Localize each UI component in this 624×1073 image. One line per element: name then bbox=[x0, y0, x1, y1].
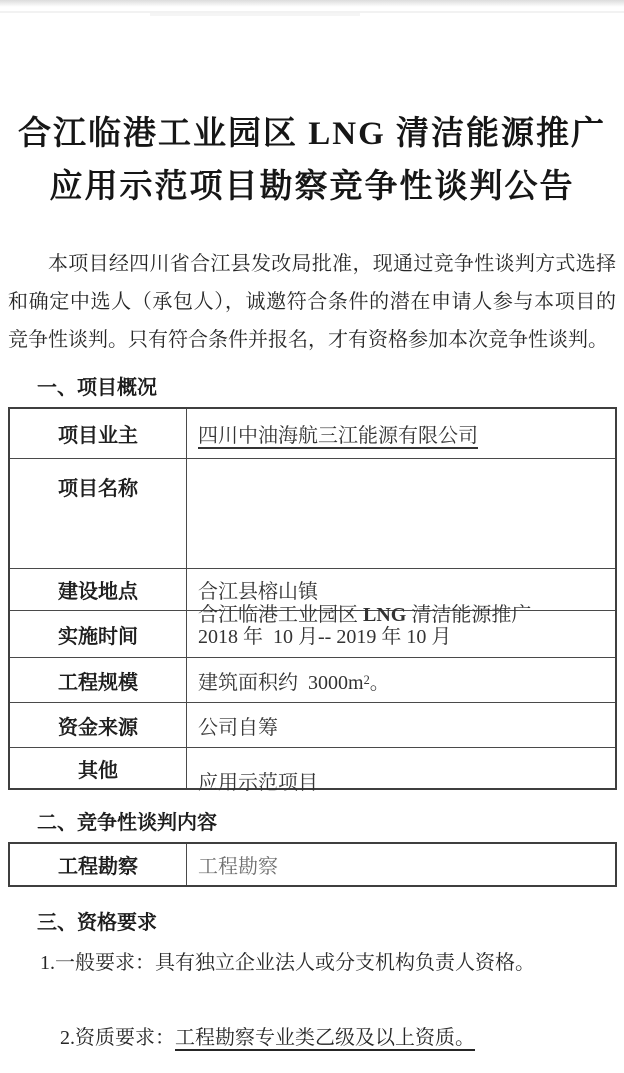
table-row-engineering-survey bbox=[10, 844, 615, 885]
row-value-other bbox=[187, 748, 615, 788]
row-value-engineering-survey: 工程勘察 bbox=[198, 856, 278, 878]
scan-edge-artifact bbox=[0, 0, 624, 7]
project-name-line-2: 应用示范项目 bbox=[198, 772, 318, 794]
intro-paragraph: 本项目经四川省合江县发改局批准，现通过竞争性谈判方式选择和确定中选人（承包人），诚邀符合条件的潜在申请人参与本项目的竞争性谈判。只有符合条件并报名，才有资格参加本次竞争性谈判。 bbox=[8, 253, 616, 351]
project-overview-table bbox=[8, 407, 617, 794]
row-value-funding-source: 公司自筹 bbox=[198, 716, 278, 739]
project-name-lng: LNG bbox=[363, 604, 407, 626]
project-owner-value-underlined: 四川中油海航三江能源有限公司 bbox=[198, 425, 478, 447]
table-row-project-scale bbox=[10, 657, 615, 702]
qualification-item-2-underlined: 工程勘察专业类乙级及以上资质。 bbox=[175, 1027, 475, 1049]
row-value-project-owner bbox=[187, 409, 615, 458]
table-row-implementation-time bbox=[10, 610, 615, 657]
qualification-item-2 bbox=[40, 998, 614, 1073]
table-row-funding-source bbox=[10, 702, 615, 747]
negotiation-content-table bbox=[8, 842, 617, 887]
row-label-funding-source: 资金来源 bbox=[10, 703, 187, 747]
project-name-line-1: 合江临港工业园区 LNG 清洁能源推广 bbox=[198, 604, 532, 626]
qualification-item-1: 1.一般要求：具有独立企业法人或分支机构负责人资格。 bbox=[40, 952, 535, 974]
row-value-project-scale: 建筑面积约 3000m 2 。 bbox=[198, 671, 390, 694]
row-label-other: 其他 bbox=[10, 748, 187, 788]
row-label-project-owner: 项目业主 bbox=[10, 409, 187, 458]
row-label-project-name: 项目名称 bbox=[10, 459, 187, 568]
table-row-project-owner bbox=[10, 409, 615, 458]
table-row-other bbox=[10, 747, 615, 788]
scan-smudge-artifact bbox=[150, 13, 360, 16]
row-label-project-scale: 工程规模 bbox=[10, 658, 187, 702]
table-row-construction-site bbox=[10, 568, 615, 610]
section-heading-project-overview: 一、项目概况 bbox=[37, 377, 157, 399]
row-value-construction-site: 合江县榕山镇 bbox=[198, 581, 318, 603]
row-label-implementation-time: 实施时间 bbox=[10, 611, 187, 657]
row-label-construction-site: 建设地点 bbox=[10, 569, 187, 610]
square-meter-superscript: 2 bbox=[363, 672, 370, 687]
row-label-engineering-survey: 工程勘察 bbox=[10, 844, 187, 885]
title-line-1: 合江临港工业园区 LNG 清洁能源推广 bbox=[17, 116, 606, 152]
section-heading-negotiation-content: 二、竞争性谈判内容 bbox=[37, 812, 217, 834]
qualification-item-2-prefix: 2.资质要求： bbox=[60, 1027, 175, 1049]
announcement-title bbox=[0, 0, 624, 214]
row-value-implementation-time: 2018 年 10 月-- 2019 年 10 月 bbox=[198, 625, 452, 648]
section-heading-qualification: 三、资格要求 bbox=[37, 912, 157, 934]
title-line-2: 应用示范项目勘察竞争性谈判公告 bbox=[49, 169, 575, 205]
